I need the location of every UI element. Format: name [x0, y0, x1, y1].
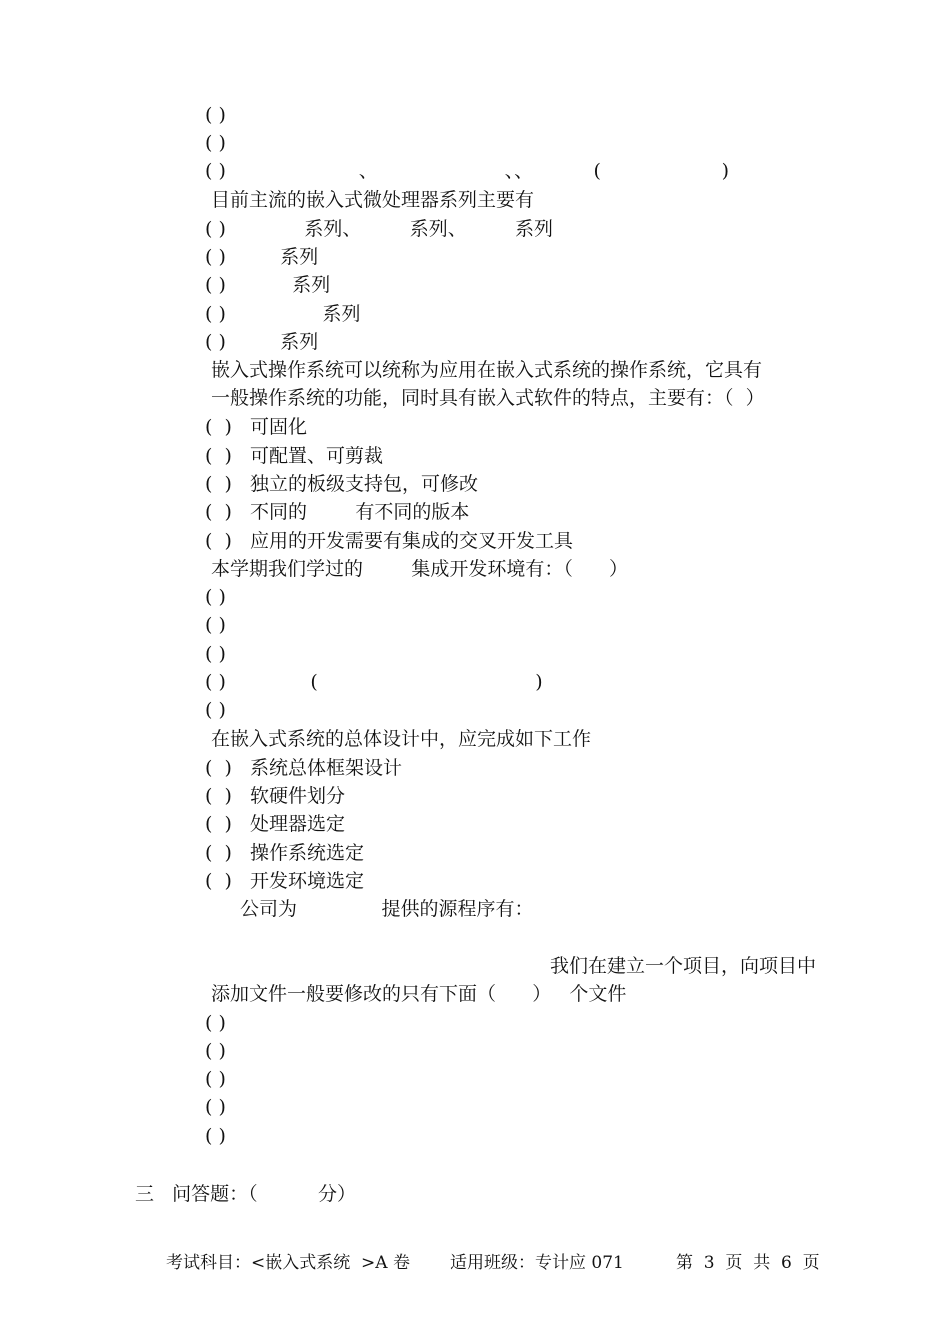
text-line: ( ) 操作系统选定 [205, 842, 365, 864]
text-line: ( ) ( ) [205, 671, 543, 693]
text-line: 添加文件一般要修改的只有下面（ ） 个文件 [211, 983, 627, 1005]
text-line: ( ) [205, 614, 226, 636]
text-line: ( ) [205, 1040, 226, 1062]
footer-page-number: 第 3 页 共 6 页 [676, 1253, 820, 1273]
text-line: ( ) 可配置、可剪裁 [205, 445, 384, 467]
text-line: ( ) 系列 [205, 331, 319, 353]
text-line: ( ) 应用的开发需要有集成的交叉开发工具 [205, 530, 574, 552]
text-line: ( ) [205, 643, 226, 665]
text-line: ( ) 处理器选定 [205, 813, 346, 835]
text-line: 本学期我们学过的 集成开发环境有：（ ） [211, 558, 629, 580]
text-line: ( ) [205, 1068, 226, 1090]
section-heading: 三 问答题：（ 分） [135, 1183, 357, 1205]
text-line: ( ) 系列 [205, 274, 331, 296]
footer-class: 适用班级：专计应 071 [450, 1253, 624, 1273]
text-line: ( ) 软硬件划分 [205, 785, 346, 807]
text-line: 一般操作系统的功能，同时具有嵌入式软件的特点，主要有：（ ） [211, 387, 765, 409]
text-line: 公司为 提供的源程序有： [240, 898, 534, 920]
text-line: ( ) [205, 586, 226, 608]
text-line: ( ) 系列、 系列、 系列 [205, 218, 554, 240]
text-line: 目前主流的嵌入式微处理器系列主要有 [211, 189, 535, 211]
text-line: ( ) 系统总体框架设计 [205, 757, 403, 779]
text-line: ( ) 系列 [205, 246, 319, 268]
text-line: ( ) 独立的板级支持包，可修改 [205, 473, 479, 495]
text-line: ( ) [205, 699, 226, 721]
text-line: ( ) [205, 1096, 226, 1118]
text-line: ( ) [205, 104, 226, 126]
text-line: ( ) [205, 1125, 226, 1147]
text-line: ( ) 可固化 [205, 416, 308, 438]
text-line: ( ) 、 、、 ( ) [205, 160, 730, 182]
text-line: 嵌入式操作系统可以统称为应用在嵌入式系统的操作系统，它具有 [211, 359, 763, 381]
text-line: 我们在建立一个项目，向项目中 [550, 955, 817, 977]
text-line: ( ) 系列 [205, 303, 361, 325]
text-line: ( ) 开发环境选定 [205, 870, 365, 892]
text-line: 在嵌入式系统的总体设计中，应完成如下工作 [211, 728, 592, 750]
footer-subject: 考试科目：<嵌入式系统 >A 卷 [166, 1253, 410, 1273]
text-line: ( ) [205, 132, 226, 154]
text-line: ( ) [205, 1012, 226, 1034]
text-line: ( ) 不同的 有不同的版本 [205, 501, 470, 523]
